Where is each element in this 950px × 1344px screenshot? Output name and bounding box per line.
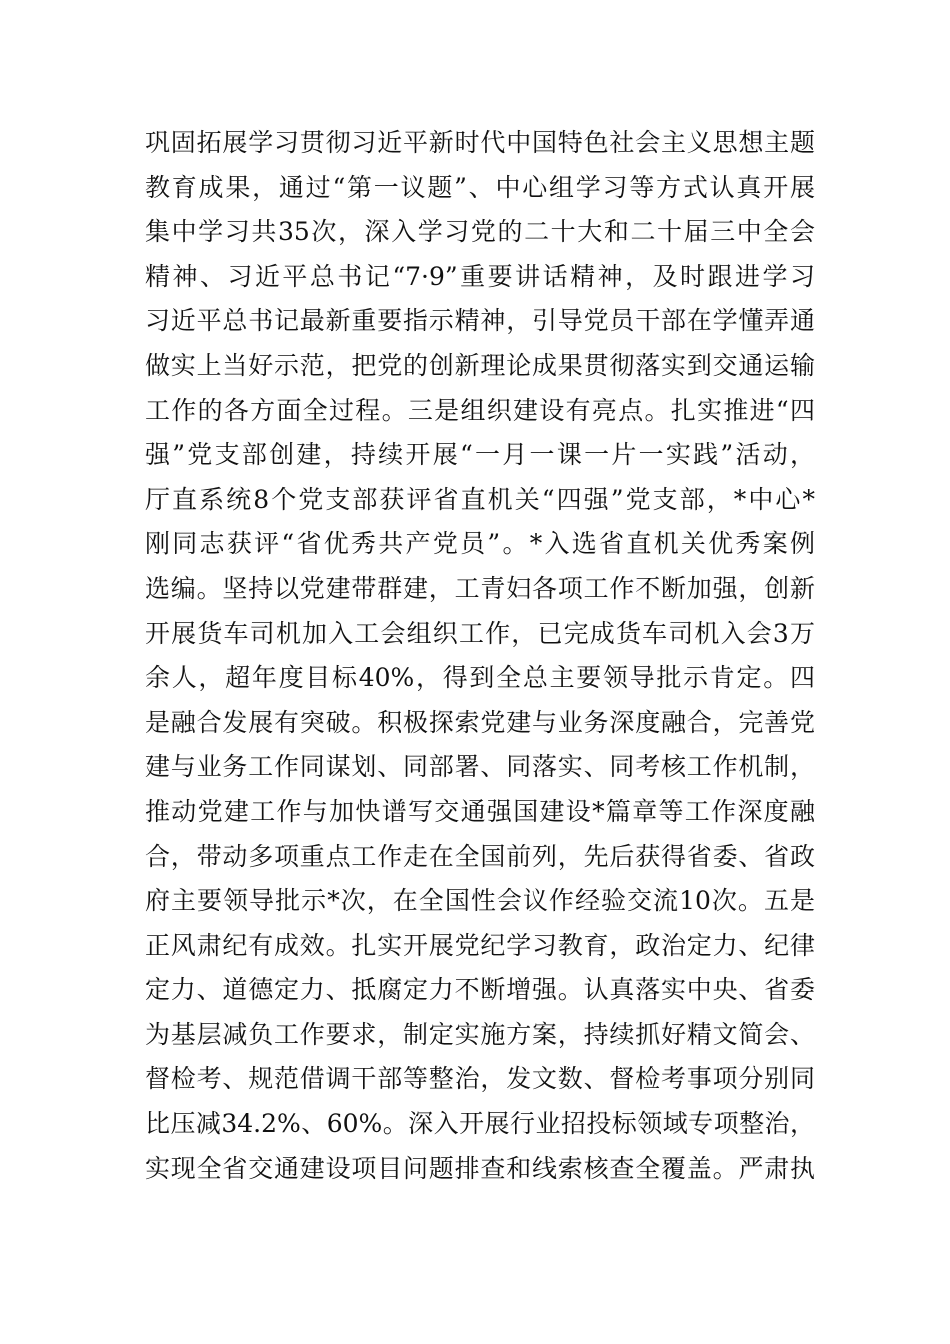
text-line: 比压减34.2%、60%。深入开展行业招投标领域专项整治， (145, 1109, 815, 1139)
text-line: 正风肃纪有成效。扎实开展党纪学习教育，政治定力、纪律 (145, 930, 815, 960)
text-line: 精神、习近平总书记“7·9”重要讲话精神，及时跟进学习 (145, 261, 815, 291)
text-line: 余人，超年度目标40%，得到全总主要领导批示肯定。四 (145, 663, 815, 693)
text-line: 开展货车司机加入工会组织工作，已完成货车司机入会3万 (145, 618, 815, 648)
text-line: 实现全省交通建设项目问题排查和线索核查全覆盖。严肃执 (145, 1153, 815, 1183)
text-line: 推动党建工作与加快谱写交通强国建设*篇章等工作深度融 (145, 796, 815, 826)
text-line: 合，带动多项重点工作走在全国前列，先后获得省委、省政 (145, 841, 815, 871)
text-line: 巩固拓展学习贯彻习近平新时代中国特色社会主义思想主题 (145, 128, 815, 157)
text-line: 厅直系统8个党支部获评省直机关“四强”党支部，*中心* (145, 484, 815, 514)
text-line: 府主要领导批示*次，在全国性会议作经验交流10次。五是 (145, 886, 815, 916)
text-line: 强”党支部创建，持续开展“一月一课一片一实践”活动， (145, 440, 815, 470)
text-line: 选编。坚持以党建带群建，工青妇各项工作不断加强，创新 (145, 573, 815, 603)
text-line: 为基层减负工作要求，制定实施方案，持续抓好精文简会、 (145, 1019, 815, 1049)
text-line: 刚同志获评“省优秀共产党员”。*入选省直机关优秀案例 (145, 529, 815, 559)
text-line: 做实上当好示范，把党的创新理论成果贯彻落实到交通运输 (145, 350, 815, 380)
body-text (145, 121, 815, 1191)
text-line: 定力、道德定力、抵腐定力不断增强。认真落实中央、省委 (145, 975, 815, 1005)
text-line: 工作的各方面全过程。三是组织建设有亮点。扎实推进“四 (145, 395, 815, 425)
text-line: 集中学习共35次，深入学习党的二十大和二十届三中全会 (145, 217, 815, 247)
text-line: 督检考、规范借调干部等整治，发文数、督检考事项分别同 (145, 1064, 815, 1094)
text-line: 是融合发展有突破。积极探索党建与业务深度融合，完善党 (145, 707, 815, 737)
text-line: 教育成果，通过“第一议题”、中心组学习等方式认真开展 (145, 172, 815, 202)
text-line: 习近平总书记最新重要指示精神，引导党员干部在学懂弄通 (145, 306, 815, 336)
text-line: 建与业务工作同谋划、同部署、同落实、同考核工作机制， (145, 752, 815, 782)
